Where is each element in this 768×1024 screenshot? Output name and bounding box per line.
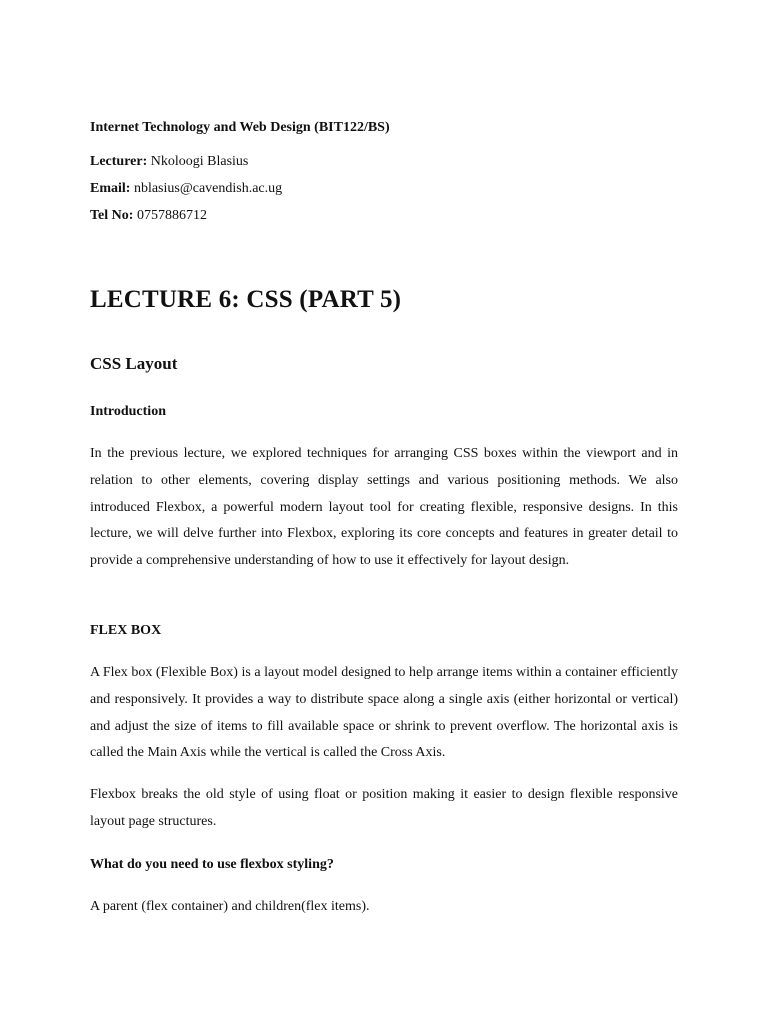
lecture-title: LECTURE 6: CSS (PART 5) (90, 286, 402, 313)
tel-label: Tel No: (90, 208, 134, 223)
requirements-heading: What do you need to use flexbox styling? (90, 857, 334, 872)
lecturer-name: Nkoloogi Blasius (150, 154, 249, 169)
email-address: nblasius@cavendish.ac.ug (133, 181, 283, 196)
email-label: Email: (90, 181, 131, 196)
introduction-paragraph: In the previous lecture, we explored techniques for arranging CSS boxes within the viewport and in relation to other elements, covering display settings and various positioning methods. We also introduced Flexbox, a powerful modern layout tool for creating flexible, responsive designs. In this lecture, we will delve further into Flexbox, exploring its core concepts and features in greater detail to provide a comprehensive understanding of how to use it effectively for layout design. (90, 446, 678, 569)
email-line (90, 181, 282, 197)
lecturer-line (90, 154, 248, 170)
flexbox-heading: FLEX BOX (90, 623, 162, 638)
flexbox-paragraph-1: A Flex box (Flexible Box) is a layout model designed to help arrange items within a container efficiently and responsively. It provides a way to distribute space along a single axis (either horizontal or vertical) and adjust the size of items to fill available space or shrink to prevent overflow. The horizontal axis is called the Main Axis while the vertical is called the Cross Axis. (90, 665, 678, 761)
requirements-paragraph: A parent (flex container) and children(flex items). (90, 899, 370, 914)
tel-line (90, 208, 207, 224)
flexbox-paragraph-2: Flexbox breaks the old style of using float or position making it easier to design flexible responsive layout page structures. (90, 787, 678, 829)
introduction-heading: Introduction (90, 404, 166, 419)
lecturer-label: Lecturer: (90, 154, 148, 169)
tel-number: 0757886712 (136, 208, 207, 223)
course-title: Internet Technology and Web Design (BIT122/BS) (90, 120, 390, 135)
section-title: CSS Layout (90, 354, 178, 373)
